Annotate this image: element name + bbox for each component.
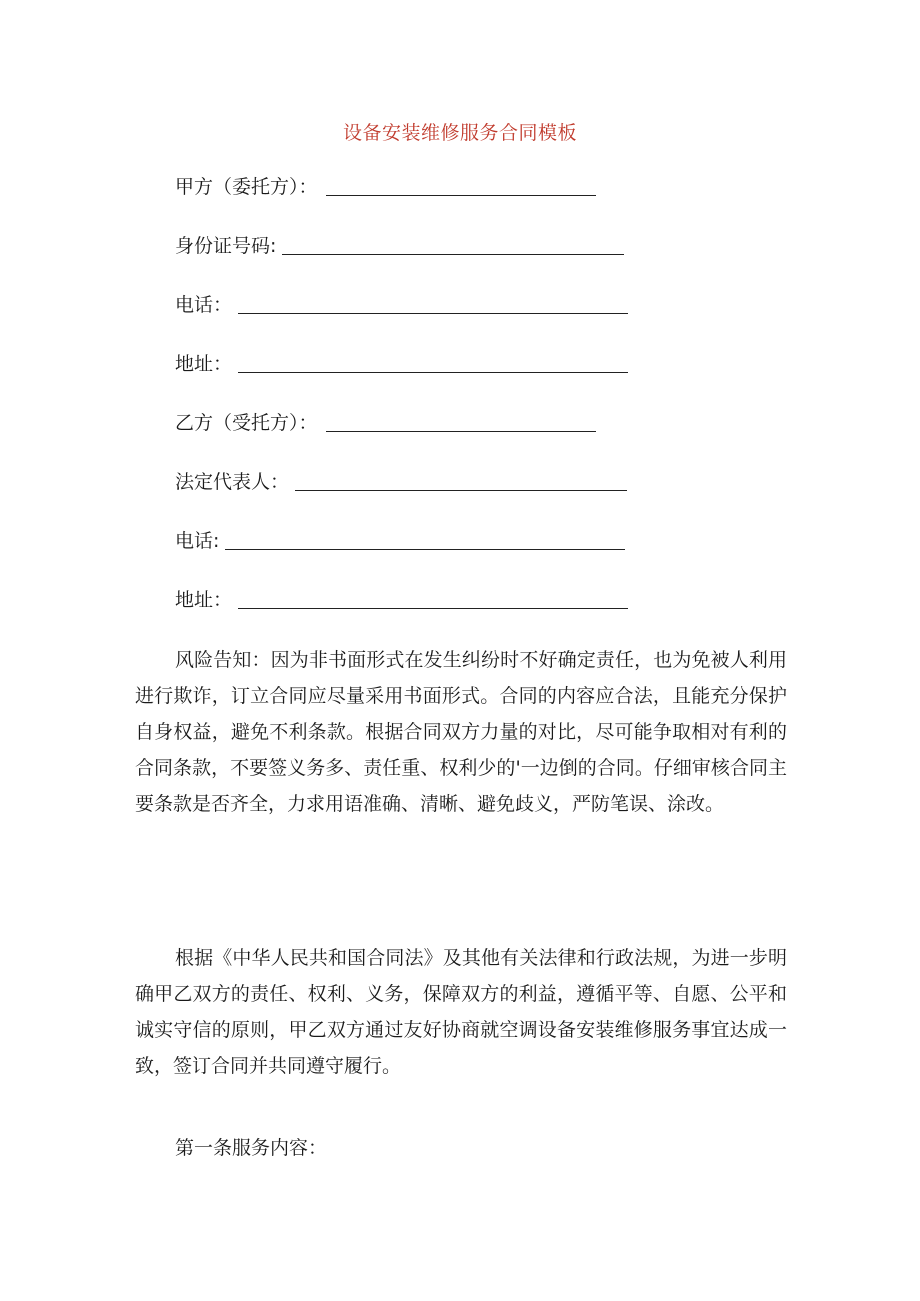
party-a-phone-field xyxy=(175,290,628,320)
document-title: 设备安装维修服务合同模板 xyxy=(342,122,577,144)
party-a-name-field xyxy=(175,172,596,202)
party-a-phone-label: 电话： xyxy=(175,294,233,316)
party-b-rep-label: 法定代表人： xyxy=(175,471,290,493)
party-a-address-field xyxy=(175,349,628,379)
party-a-phone-blank[interactable] xyxy=(238,291,628,314)
party-b-address-label: 地址： xyxy=(175,589,233,611)
party-b-phone-label: 电话: xyxy=(175,530,220,552)
party-a-id-label: 身份证号码: xyxy=(175,235,277,257)
party-b-address-blank[interactable] xyxy=(238,586,628,609)
party-a-name-label: 甲方（委托方）： xyxy=(175,176,318,198)
party-a-address-blank[interactable] xyxy=(238,350,628,373)
party-b-phone-blank[interactable] xyxy=(225,527,625,550)
party-a-name-blank[interactable] xyxy=(326,173,596,196)
party-a-id-field xyxy=(175,231,624,261)
party-a-id-blank[interactable] xyxy=(282,232,624,255)
section-1-heading: 第一条服务内容： xyxy=(175,1137,328,1159)
preamble-paragraph: 根据《中华人民共和国合同法》及其他有关法律和行政法规，为进一步明确甲乙双方的责任、权利、义务，保障双方的利益，遵循平等、自愿、公平和诚实守信的原则，甲乙双方通过友好协商就空调设备安装维修服务事宜达成一致，签订合同并共同遵守履行。 xyxy=(135,947,787,1077)
party-a-address-label: 地址： xyxy=(175,353,233,375)
party-b-rep-blank[interactable] xyxy=(295,468,627,491)
party-b-name-label: 乙方（受托方）： xyxy=(175,412,318,434)
party-b-name-field xyxy=(175,408,596,438)
party-b-phone-field xyxy=(175,526,625,556)
party-b-address-field xyxy=(175,585,628,615)
risk-notice-paragraph: 风险告知：因为非书面形式在发生纠纷时不好确定责任，也为免被人利用进行欺诈，订立合同应尽量采用书面形式。合同的内容应合法，且能充分保护自身权益，避免不利条款。根据合同双方力量的对比，尽可能争取相对有利的合同条款，不要签义务多、责任重、权利少的'一边倒的合同。仔细审核合同主要条款是否齐全，力求用语准确、清晰、避免歧义，严防笔误、涂改。 xyxy=(135,649,787,815)
party-b-rep-field xyxy=(175,467,627,497)
party-b-name-blank[interactable] xyxy=(326,409,596,432)
